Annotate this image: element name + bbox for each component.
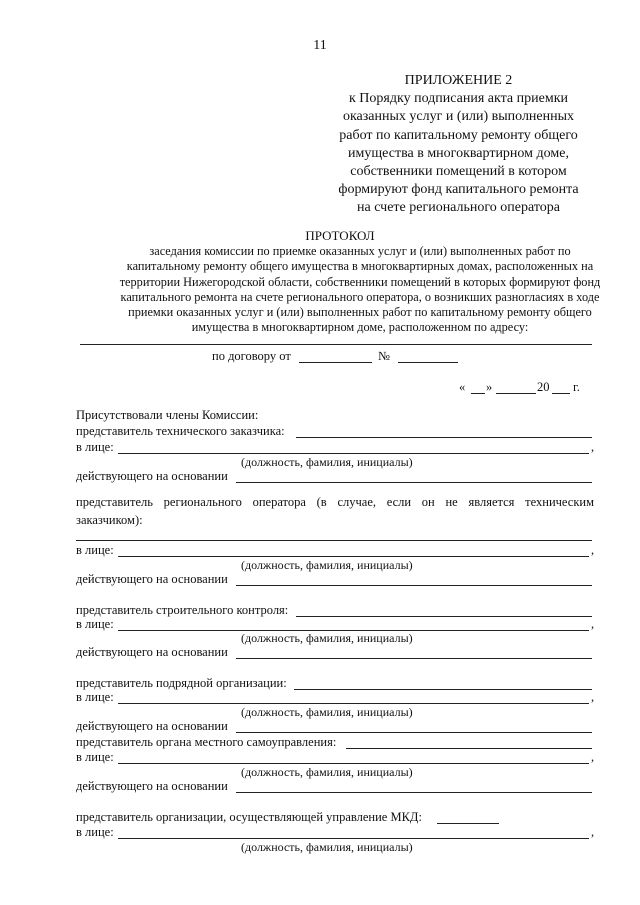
regional-operator-field[interactable] <box>76 540 592 541</box>
appendix-header <box>320 72 597 218</box>
contractor-person-field[interactable] <box>118 703 589 704</box>
management-org-label: представитель организации, осуществляющей управление МКД: <box>76 810 422 824</box>
person-caption: (должность, фамилия, инициалы) <box>241 765 413 779</box>
protocol-line: капитальному ремонту общего имущества в многоквартирных домах, расположенных на <box>126 259 594 274</box>
regional-operator-basis-field[interactable] <box>236 585 592 586</box>
person-caption: (должность, фамилия, инициалы) <box>241 840 413 854</box>
contract-number-label: № <box>378 349 390 363</box>
person-label: в лице: <box>76 617 114 631</box>
person-comma: , <box>591 690 595 704</box>
protocol-description <box>60 244 640 336</box>
protocol-line: территории Нижегородской области, собственники помещений в которых формируют фонд <box>119 274 601 289</box>
person-comma: , <box>591 750 595 764</box>
local-government-label: представитель органа местного самоуправления: <box>76 735 337 749</box>
person-comma: , <box>591 440 595 454</box>
person-label: в лице: <box>76 825 114 839</box>
date-month-field[interactable] <box>496 393 536 394</box>
date-year-prefix: 20 <box>537 380 550 394</box>
date-day-field[interactable] <box>471 393 485 394</box>
person-caption: (должность, фамилия, инициалы) <box>241 705 413 719</box>
person-comma: , <box>591 617 595 631</box>
contractor-label: представитель подрядной организации: <box>76 676 287 690</box>
person-label: в лице: <box>76 690 114 704</box>
date-year-field[interactable] <box>552 393 570 394</box>
page-number: 11 <box>313 38 327 53</box>
local-government-field[interactable] <box>346 748 592 749</box>
regional-operator-label: представитель регионального оператора (в случае, если он не является техническим заказчиком): <box>76 495 594 527</box>
contract-number-field[interactable] <box>398 362 458 363</box>
technical-customer-basis-field[interactable] <box>236 482 592 483</box>
person-caption: (должность, фамилия, инициалы) <box>241 558 413 572</box>
construction-control-basis-field[interactable] <box>236 658 592 659</box>
contract-date-label: по договору от <box>212 349 291 363</box>
basis-label: действующего на основании <box>76 779 228 793</box>
person-comma: , <box>591 543 595 557</box>
regional-operator-person-field[interactable] <box>118 556 589 557</box>
basis-label: действующего на основании <box>76 719 228 733</box>
person-comma: , <box>591 825 595 839</box>
person-label: в лице: <box>76 440 114 454</box>
contractor-basis-field[interactable] <box>236 732 592 733</box>
contract-date-field[interactable] <box>299 362 372 363</box>
management-org-person-field[interactable] <box>118 838 589 839</box>
person-label: в лице: <box>76 543 114 557</box>
person-label: в лице: <box>76 750 114 764</box>
appendix-title: ПРИЛОЖЕНИЕ 2 <box>404 73 513 88</box>
appendix-line: оказанных услуг и (или) выполненных <box>342 109 575 125</box>
technical-customer-person-field[interactable] <box>118 453 589 454</box>
person-caption: (должность, фамилия, инициалы) <box>241 631 413 645</box>
protocol-line: имущества в многоквартирном доме, расположенном по адресу: <box>191 320 529 335</box>
contractor-field[interactable] <box>294 689 592 690</box>
protocol-title: ПРОТОКОЛ <box>305 228 375 243</box>
local-government-basis-field[interactable] <box>236 792 592 793</box>
appendix-line: собственники помещений в котором <box>350 164 567 180</box>
basis-label: действующего на основании <box>76 645 228 659</box>
appendix-line: имущества в многоквартирном доме, <box>348 145 569 161</box>
date-close-quote: » <box>486 380 493 394</box>
protocol-line: заседания комиссии по приемке оказанных услуг и (или) выполненных работ по <box>149 244 571 258</box>
construction-control-label: представитель строительного контроля: <box>76 603 289 617</box>
address-field[interactable] <box>80 344 592 345</box>
person-caption: (должность, фамилия, инициалы) <box>241 455 413 469</box>
protocol-line: приемки оказанных услуг и (или) выполненных работ по капитальному ремонту общего <box>128 305 592 320</box>
local-government-person-field[interactable] <box>118 763 589 764</box>
date-year-suffix: г. <box>573 380 580 394</box>
basis-label: действующего на основании <box>76 572 228 586</box>
protocol-line: капитального ремонта на счете регионального оператора, о возникших разногласиях в ходе <box>120 289 600 304</box>
appendix-line: работ по капитальному ремонту общего <box>339 127 578 143</box>
basis-label: действующего на основании <box>76 469 228 483</box>
appendix-line: к Порядку подписания акта приемки <box>349 91 568 107</box>
members-heading: Присутствовали члены Комиссии: <box>76 408 259 422</box>
technical-customer-field[interactable] <box>296 437 592 438</box>
appendix-line: на счете регионального оператора <box>357 200 560 216</box>
date-open-quote: « <box>459 380 466 394</box>
construction-control-field[interactable] <box>296 616 592 617</box>
technical-customer-label: представитель технического заказчика: <box>76 424 285 438</box>
appendix-line: формируют фонд капитального ремонта <box>338 182 579 198</box>
management-org-field[interactable] <box>437 823 499 824</box>
